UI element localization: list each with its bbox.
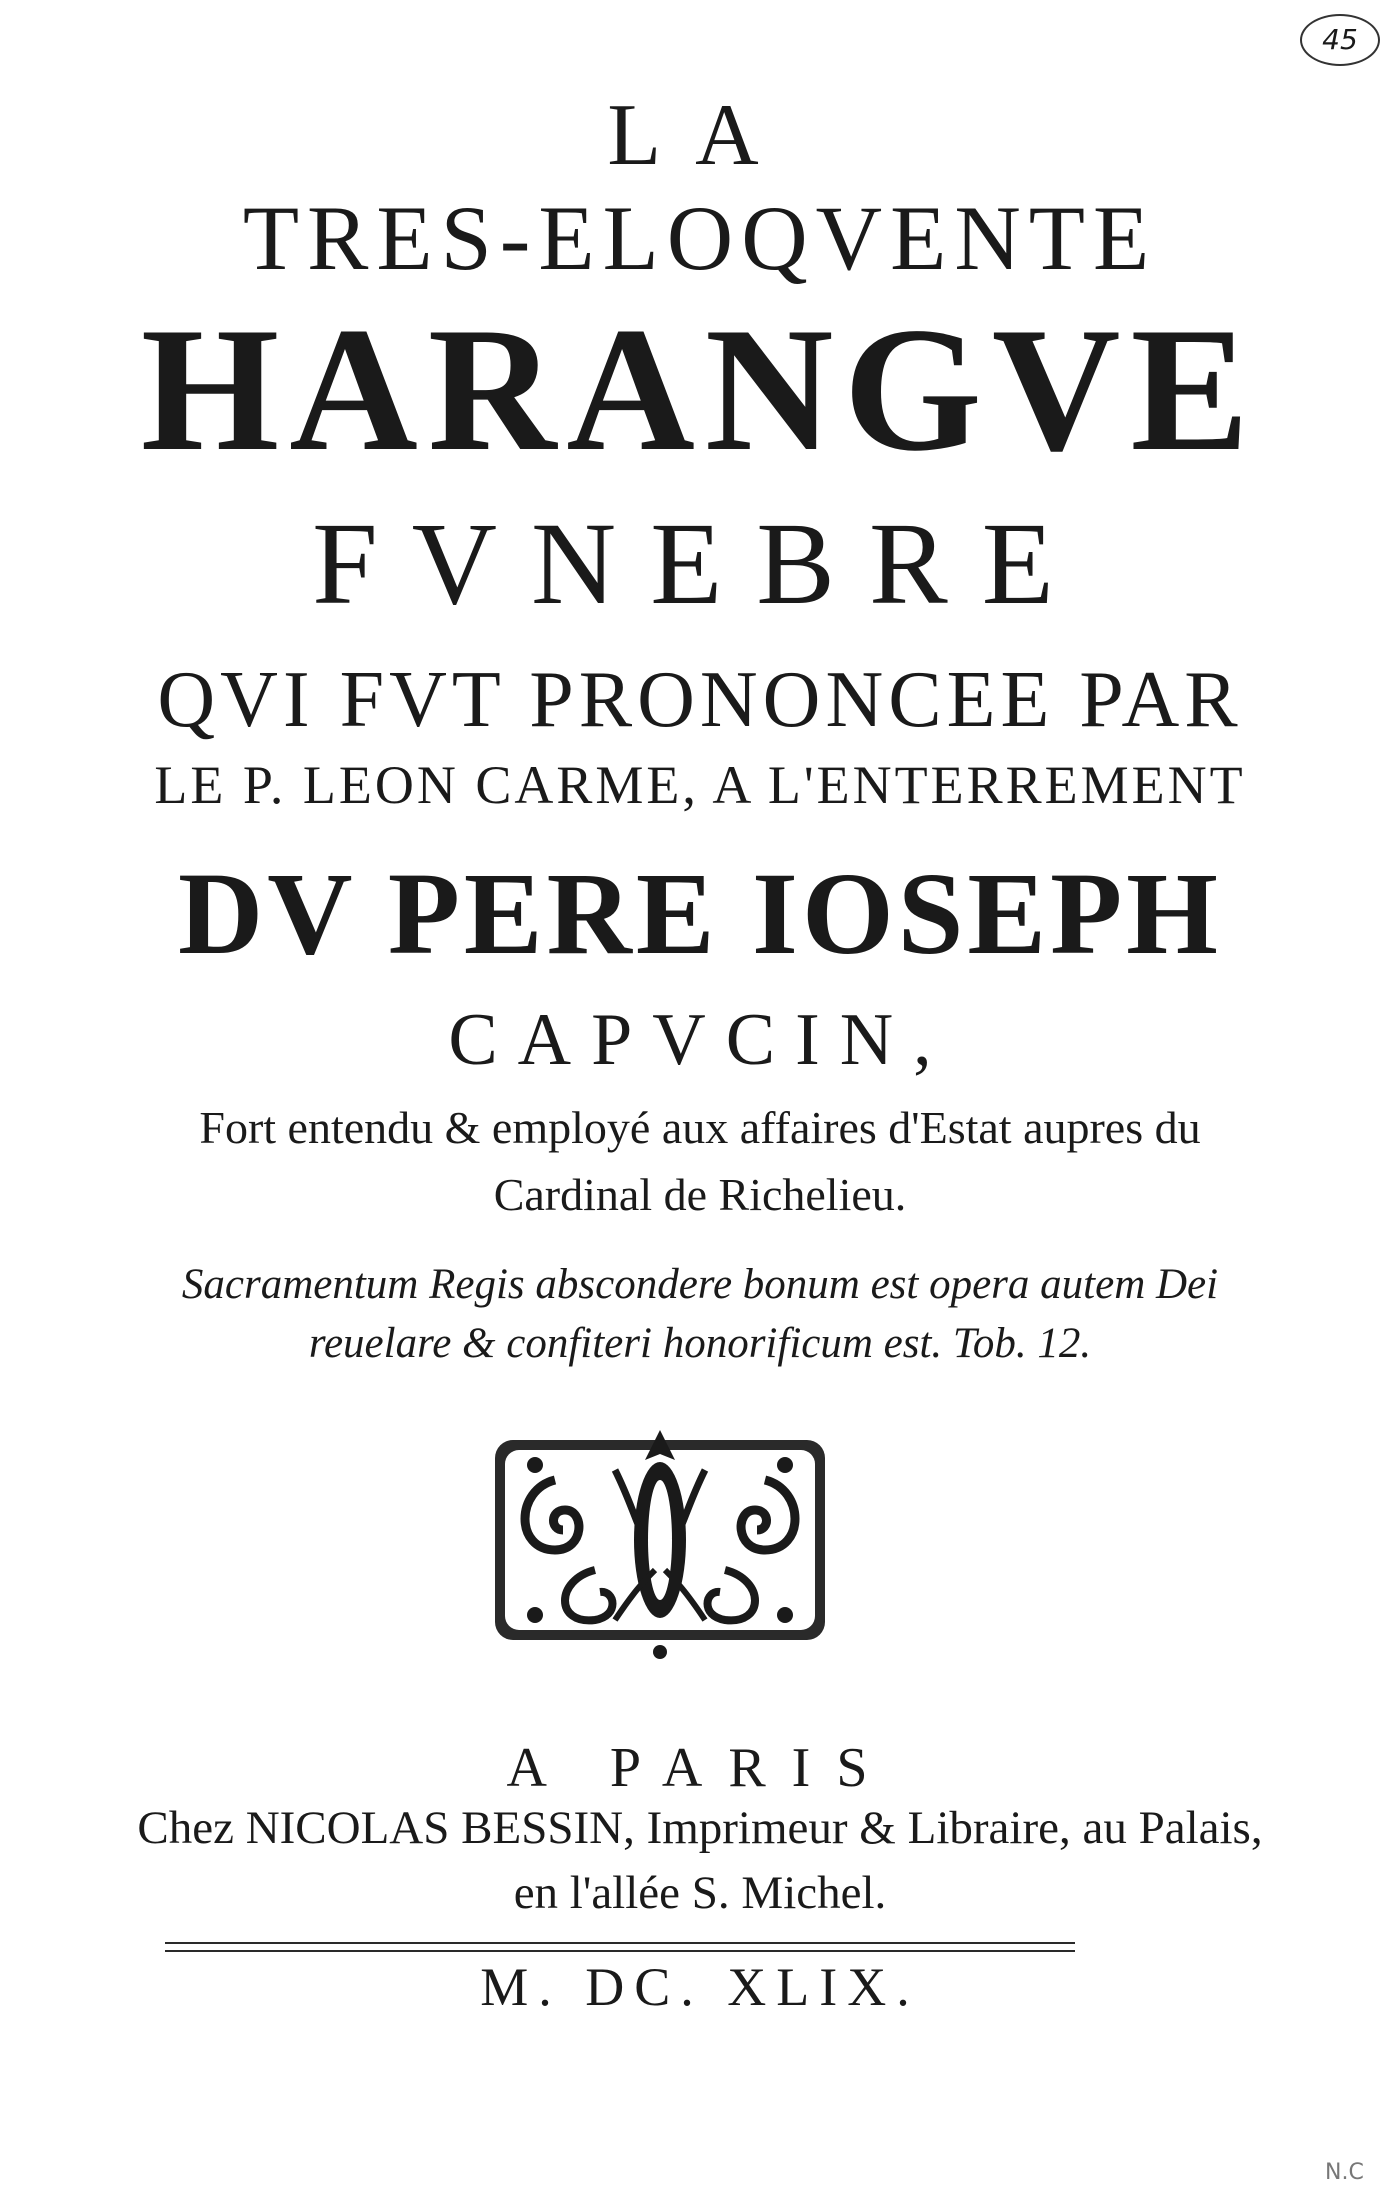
imprint-printer: Chez NICOLAS BESSIN, Imprimeur & Libraire, au Palais, (137, 1802, 1263, 1854)
title-harangue: HARANGVE (140, 290, 1260, 488)
epigraph-line-2: reuelare & confiteri honorificum est. Tob. 12. (308, 1320, 1092, 1367)
title-capucin: CAPVCIN, (448, 999, 952, 1081)
divider-rule (165, 1942, 1075, 1952)
title-tres-eloquente: TRES-ELOQVENTE (242, 187, 1158, 289)
imprint-address: en l'allée S. Michel. (513, 1867, 887, 1919)
imprint-year: M. DC. XLIX. (480, 1957, 920, 2017)
title-leon-carme: LE P. LEON CARME, A L'ENTERREMENT (154, 755, 1246, 815)
description-line-1: Fort entendu & employé aux affaires d'Estat aupres du (199, 1102, 1201, 1153)
title-funebre: FVNEBRE (312, 498, 1088, 629)
title-qui-fut: QVI FVT PRONONCEE PAR (157, 656, 1243, 744)
marginal-note: N.C (1325, 2160, 1364, 2185)
imprint-place: A PARIS (506, 1737, 894, 1799)
epigraph-line-1: Sacramentum Regis abscondere bonum est opera autem Dei (181, 1261, 1219, 1308)
title-pere-joseph: DV PERE IOSEPH (178, 848, 1222, 979)
folio-number: 45 (1300, 14, 1380, 66)
title-la: LA (607, 87, 793, 184)
fleuron-ornament-icon (495, 1420, 825, 1660)
description-line-2: Cardinal de Richelieu. (493, 1169, 907, 1220)
